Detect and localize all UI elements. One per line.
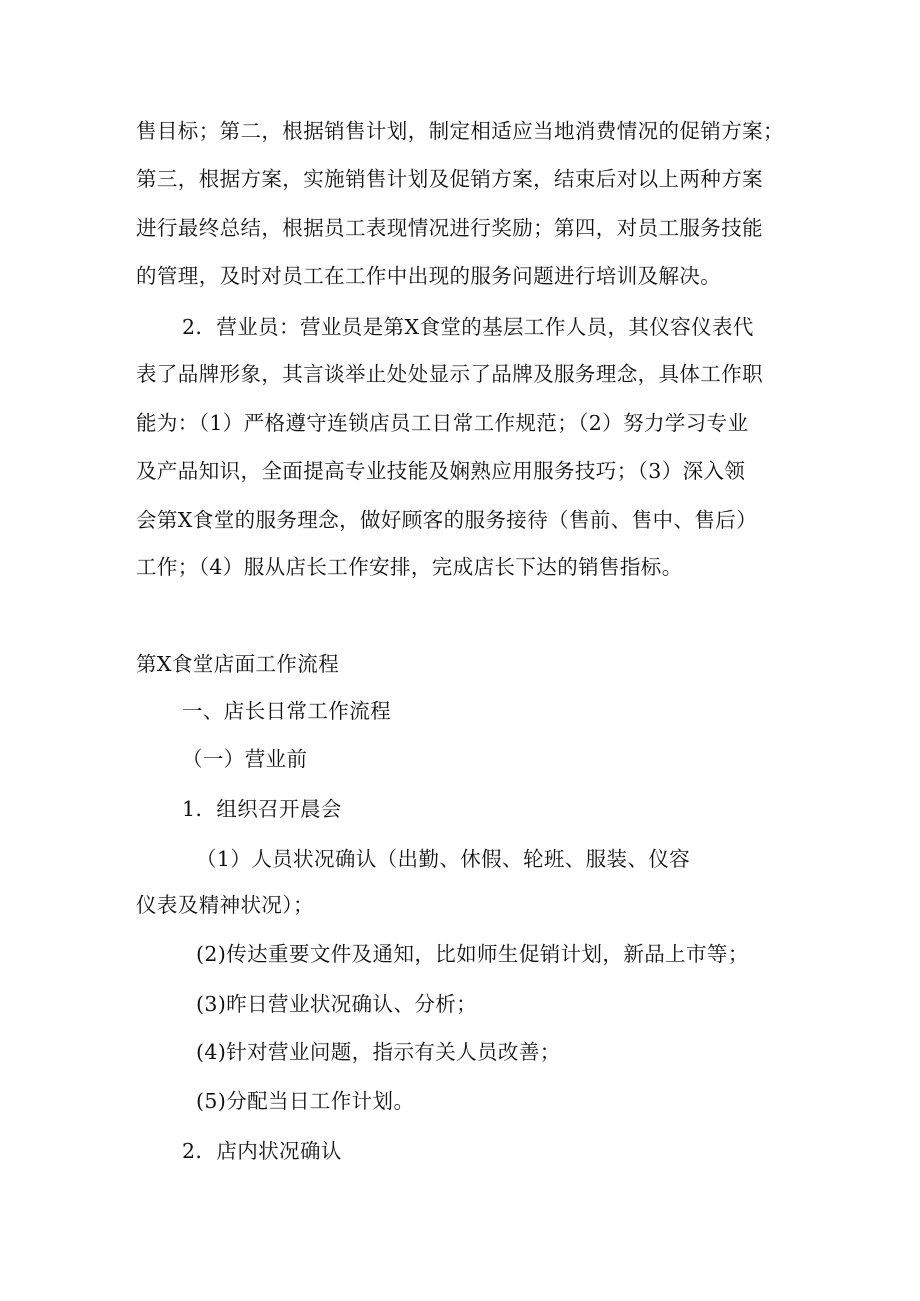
paragraph-line: 会第X食堂的服务理念，做好顾客的服务接待（售前、售中、售后） <box>136 508 758 532</box>
heading-level-2: （一）营业前 <box>182 747 308 771</box>
sub-list-item: (3)昨日营业状况确认、分析； <box>196 992 478 1016</box>
sub-list-item: (2)传达重要文件及通知，比如师生促销计划，新品上市等； <box>196 942 749 966</box>
sub-list-item: (4)针对营业问题，指示有关人员改善； <box>196 1040 561 1064</box>
paragraph-line: 2．营业员：营业员是第X食堂的基层工作人员，其仪容仪表代 <box>182 315 754 339</box>
paragraph-line: 能为：（1）严格遵守连锁店员工日常工作规范；（2）努力学习专业 <box>136 411 749 435</box>
sub-list-item: (5)分配当日工作计划。 <box>196 1089 415 1113</box>
sub-list-item-continuation: 仪表及精神状况）； <box>136 893 314 917</box>
section-title: 第X食堂店面工作流程 <box>136 652 340 676</box>
heading-level-1: 一、店长日常工作流程 <box>182 699 391 723</box>
list-item: 2．店内状况确认 <box>182 1139 342 1163</box>
sub-list-item: （1）人员状况确认（出勤、休假、轮班、服装、仪容 <box>196 847 691 871</box>
paragraph-line: 的管理，及时对员工在工作中出现的服务问题进行培训及解决。 <box>136 264 722 288</box>
paragraph-line: 工作；（4）服从店长工作安排，完成店长下达的销售指标。 <box>136 555 683 579</box>
paragraph-line: 进行最终总结，根据员工表现情况进行奖励；第四，对员工服务技能 <box>136 216 763 240</box>
paragraph-line: 及产品知识，全面提高专业技能及娴熟应用服务技巧；（3）深入领 <box>136 459 746 483</box>
paragraph-line: 表了品牌形象，其言谈举止处处显示了品牌及服务理念，具体工作职 <box>136 362 763 386</box>
list-item: 1．组织召开晨会 <box>182 797 342 821</box>
paragraph-line: 售目标；第二，根据销售计划，制定相适应当地消费情况的促销方案； <box>136 119 784 143</box>
paragraph-line: 第三，根据方案，实施销售计划及促销方案，结束后对以上两种方案 <box>136 167 763 191</box>
